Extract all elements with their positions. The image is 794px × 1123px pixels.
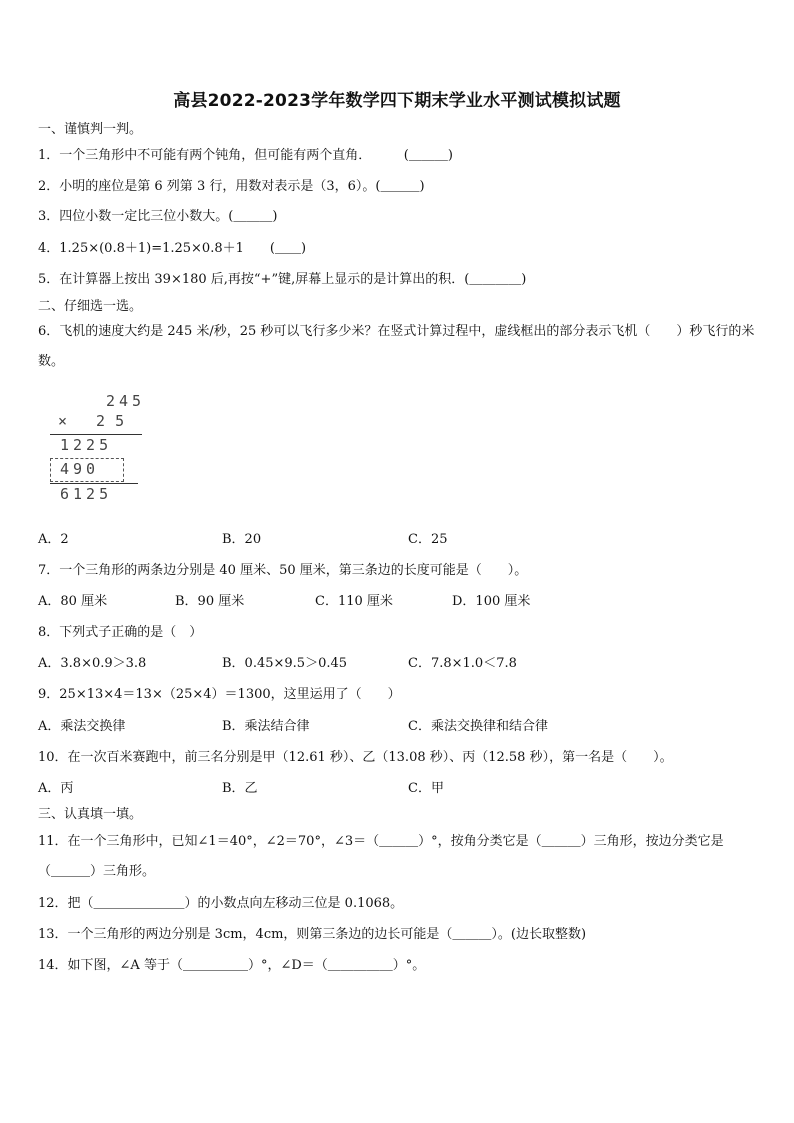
question-11-line-1: 11．在一个三角形中，已知∠1＝40°，∠2＝70°，∠3＝（＿＿＿）°，按角分类它是（＿＿＿）三角形，按边分类它是 xyxy=(38,834,724,849)
q8-option-b: B．0.45×9.5＞0.45 xyxy=(222,656,348,671)
q10-option-c: C．甲 xyxy=(408,781,444,796)
q8-option-c: C．7.8×1.0＜7.8 xyxy=(408,656,517,671)
section-heading-fill: 三、认真填一填。 xyxy=(38,807,143,822)
q6-option-a: A．2 xyxy=(38,532,69,547)
question-4: 4．1.25×(0.8＋1)=1.25×0.8＋1 (＿＿) xyxy=(38,241,307,256)
question-12: 12．把（＿＿＿＿＿＿＿）的小数点向左移动三位是 0.1068。 xyxy=(38,896,404,911)
q9-option-c: C．乘法交换律和结合律 xyxy=(408,719,548,734)
section-heading-choice: 二、仔细选一选。 xyxy=(38,299,143,314)
question-9: 9．25×13×4＝13×（25×4）＝1300，这里运用了（ ） xyxy=(38,687,401,702)
calc-row-partial-1: 1225 xyxy=(60,436,113,454)
q7-option-c: C．110 厘米 xyxy=(315,594,393,609)
q10-option-a: A．丙 xyxy=(38,781,74,796)
q6-option-c: C．25 xyxy=(408,532,448,547)
q8-option-a: A．3.8×0.9＞3.8 xyxy=(38,656,147,671)
q10-option-b: B．乙 xyxy=(222,781,258,796)
calc-row-multiplicand: 245 xyxy=(106,392,146,410)
q7-option-b: B．90 厘米 xyxy=(175,594,245,609)
question-5: 5．在计算器上按出 39×180 后,再按“+”键,屏幕上显示的是计算出的积．(＿＿＿＿) xyxy=(38,272,527,287)
calc-row-partial-2: 490 xyxy=(60,460,100,478)
question-11-line-2: （＿＿＿）三角形。 xyxy=(38,864,156,879)
question-13: 13．一个三角形的两边分别是 3cm，4cm，则第三条边的边长可能是（＿＿＿）。(边长取整数) xyxy=(38,927,587,942)
q6-option-b: B．20 xyxy=(222,532,262,547)
question-8: 8．下列式子正确的是（ ） xyxy=(38,625,203,640)
question-14: 14．如下图，∠A 等于（＿＿＿＿＿）°，∠D＝（＿＿＿＿＿）°。 xyxy=(38,958,426,973)
section-heading-judge: 一、谨慎判一判。 xyxy=(38,122,143,137)
vertical-calculation xyxy=(48,388,158,508)
q9-option-a: A．乘法交换律 xyxy=(38,719,126,734)
question-6: 6．飞机的速度大约是 245 米/秒，25 秒可以飞行多少米？在竖式计算过程中，虚线框出的部分表示飞机（ ）秒飞行的米数。 xyxy=(38,324,755,369)
calc-rule-1 xyxy=(50,434,142,435)
question-7: 7．一个三角形的两条边分别是 40 厘米、50 厘米，第三条边的长度可能是（ ）。 xyxy=(38,563,528,578)
calc-rule-2 xyxy=(50,483,138,484)
question-1: 1．一个三角形中不可能有两个钝角，但可能有两个直角． (＿＿＿) xyxy=(38,148,453,163)
question-10: 10．在一次百米赛跑中，前三名分别是甲（12.61 秒）、乙（13.08 秒）、丙（12.58 秒），第一名是（ ）。 xyxy=(38,750,673,765)
question-2: 2．小明的座位是第 6 列第 3 行，用数对表示是（3，6）。(＿＿＿) xyxy=(38,179,425,194)
page-title: 高县2022-2023学年数学四下期末学业水平测试模拟试题 xyxy=(173,91,621,111)
q7-option-a: A．80 厘米 xyxy=(38,594,108,609)
calc-row-product: 6125 xyxy=(60,485,113,503)
question-3: 3．四位小数一定比三位小数大。(＿＿＿) xyxy=(38,209,278,224)
q7-option-d: D．100 厘米 xyxy=(452,594,531,609)
calc-row-multiplier: × 25 xyxy=(58,412,135,430)
q9-option-b: B．乘法结合律 xyxy=(222,719,310,734)
